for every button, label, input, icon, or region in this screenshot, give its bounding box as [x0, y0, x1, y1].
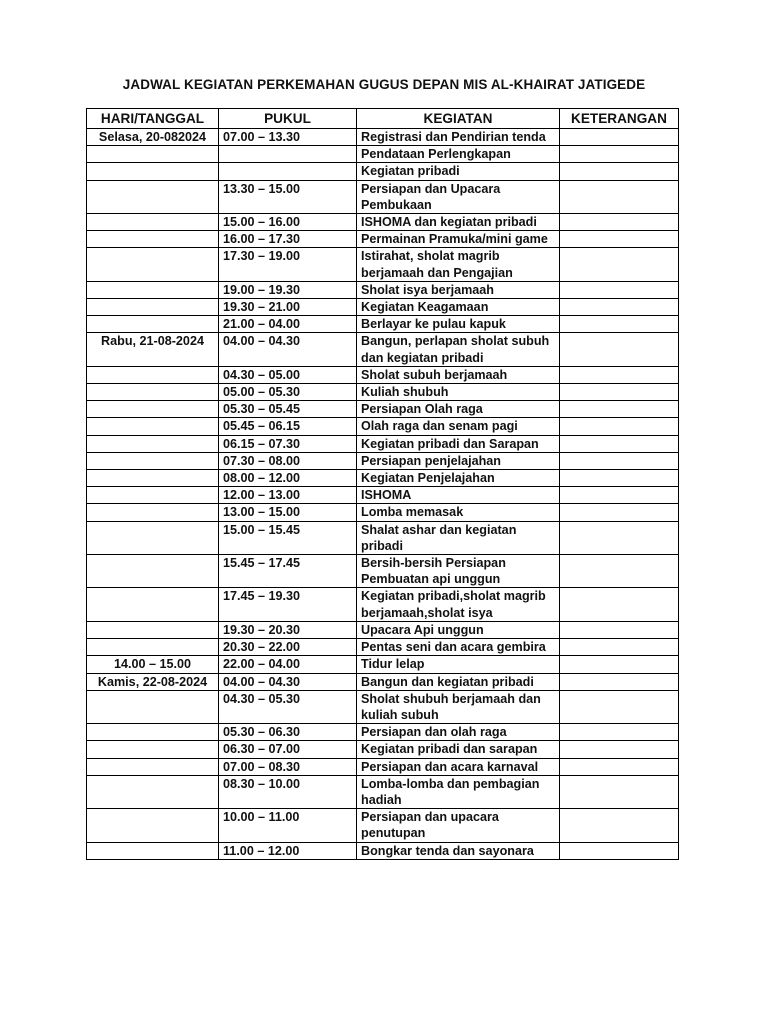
note-cell	[560, 673, 679, 690]
day-cell	[87, 248, 219, 281]
table-row	[87, 366, 679, 383]
activity-cell: Bongkar tenda dan sayonara	[357, 842, 560, 859]
note-cell	[560, 435, 679, 452]
document-title: JADWAL KEGIATAN PERKEMAHAN GUGUS DEPAN MIS AL-KHAIRAT JATIGEDE	[122, 77, 646, 92]
note-cell	[560, 656, 679, 673]
day-cell	[87, 470, 219, 487]
note-cell	[560, 452, 679, 469]
day-cell	[87, 842, 219, 859]
activity-cell: Sholat subuh berjamaah	[357, 366, 560, 383]
activity-cell: Lomba-lomba dan pembagian hadiah	[357, 775, 560, 808]
time-cell: 20.30 – 22.00	[219, 639, 357, 656]
activity-cell: Bangun dan kegiatan pribadi	[357, 673, 560, 690]
note-cell	[560, 418, 679, 435]
table-row	[87, 316, 679, 333]
note-cell	[560, 163, 679, 180]
day-cell	[87, 504, 219, 521]
activity-cell: Kegiatan pribadi dan Sarapan	[357, 435, 560, 452]
time-cell: 05.00 – 05.30	[219, 384, 357, 401]
time-cell: 06.30 – 07.00	[219, 741, 357, 758]
note-cell	[560, 504, 679, 521]
day-cell	[87, 758, 219, 775]
day-cell	[87, 146, 219, 163]
time-cell: 07.00 – 08.30	[219, 758, 357, 775]
activity-cell: Persiapan dan upacara penutupan	[357, 809, 560, 842]
note-cell	[560, 775, 679, 808]
activity-cell: Kegiatan pribadi	[357, 163, 560, 180]
note-cell	[560, 299, 679, 316]
time-cell: 04.30 – 05.00	[219, 366, 357, 383]
day-cell	[87, 231, 219, 248]
time-cell	[219, 163, 357, 180]
note-cell	[560, 231, 679, 248]
activity-cell: Pendataan Perlengkapan	[357, 146, 560, 163]
note-cell	[560, 521, 679, 554]
table-row	[87, 299, 679, 316]
time-cell: 17.45 – 19.30	[219, 588, 357, 621]
day-cell	[87, 639, 219, 656]
day-cell	[87, 316, 219, 333]
day-cell	[87, 418, 219, 435]
note-cell	[560, 129, 679, 146]
activity-cell: ISHOMA dan kegiatan pribadi	[357, 214, 560, 231]
table-row	[87, 435, 679, 452]
time-cell: 22.00 – 04.00	[219, 656, 357, 673]
note-cell	[560, 401, 679, 418]
time-cell: 17.30 – 19.00	[219, 248, 357, 281]
table-row	[87, 180, 679, 213]
table-row	[87, 775, 679, 808]
note-cell	[560, 690, 679, 723]
day-cell	[87, 384, 219, 401]
header-keterangan: KETERANGAN	[560, 109, 679, 129]
activity-cell: Persiapan dan acara karnaval	[357, 758, 560, 775]
note-cell	[560, 588, 679, 621]
day-cell	[87, 299, 219, 316]
activity-cell: Registrasi dan Pendirian tenda	[357, 129, 560, 146]
note-cell	[560, 487, 679, 504]
table-row	[87, 146, 679, 163]
time-cell: 15.00 – 16.00	[219, 214, 357, 231]
table-row	[87, 470, 679, 487]
table-row	[87, 401, 679, 418]
note-cell	[560, 758, 679, 775]
table-row	[87, 248, 679, 281]
day-cell	[87, 281, 219, 298]
table-row	[87, 809, 679, 842]
activity-cell: Pentas seni dan acara gembira	[357, 639, 560, 656]
time-cell: 04.30 – 05.30	[219, 690, 357, 723]
day-cell	[87, 487, 219, 504]
table-row	[87, 741, 679, 758]
note-cell	[560, 333, 679, 366]
day-cell: 14.00 – 15.00	[87, 656, 219, 673]
note-cell	[560, 555, 679, 588]
time-cell: 08.30 – 10.00	[219, 775, 357, 808]
note-cell	[560, 470, 679, 487]
day-cell	[87, 435, 219, 452]
activity-cell: Shalat ashar dan kegiatan pribadi	[357, 521, 560, 554]
time-cell: 13.00 – 15.00	[219, 504, 357, 521]
time-cell: 04.00 – 04.30	[219, 673, 357, 690]
table-row	[87, 418, 679, 435]
time-cell: 19.30 – 20.30	[219, 621, 357, 638]
table-row	[87, 129, 679, 146]
activity-cell: Olah raga dan senam pagi	[357, 418, 560, 435]
day-cell	[87, 366, 219, 383]
note-cell	[560, 281, 679, 298]
schedule-rows	[87, 129, 679, 860]
activity-cell: ISHOMA	[357, 487, 560, 504]
day-cell	[87, 521, 219, 554]
table-row	[87, 842, 679, 859]
time-cell: 05.45 – 06.15	[219, 418, 357, 435]
table-row	[87, 521, 679, 554]
table-row	[87, 214, 679, 231]
note-cell	[560, 146, 679, 163]
activity-cell: Kegiatan pribadi,sholat magrib berjamaah,sholat isya	[357, 588, 560, 621]
table-row	[87, 724, 679, 741]
time-cell: 19.30 – 21.00	[219, 299, 357, 316]
time-cell: 10.00 – 11.00	[219, 809, 357, 842]
table-row	[87, 487, 679, 504]
time-cell: 15.00 – 15.45	[219, 521, 357, 554]
note-cell	[560, 842, 679, 859]
day-cell	[87, 588, 219, 621]
activity-cell: Permainan Pramuka/mini game	[357, 231, 560, 248]
day-cell	[87, 724, 219, 741]
day-cell	[87, 452, 219, 469]
note-cell	[560, 621, 679, 638]
note-cell	[560, 214, 679, 231]
activity-cell: Persiapan penjelajahan	[357, 452, 560, 469]
table-row	[87, 639, 679, 656]
time-cell: 05.30 – 05.45	[219, 401, 357, 418]
day-cell	[87, 555, 219, 588]
activity-cell: Sholat isya berjamaah	[357, 281, 560, 298]
activity-cell: Kegiatan Penjelajahan	[357, 470, 560, 487]
note-cell	[560, 180, 679, 213]
table-row	[87, 231, 679, 248]
activity-cell: Bangun, perlapan sholat subuh dan kegiatan pribadi	[357, 333, 560, 366]
day-cell	[87, 741, 219, 758]
note-cell	[560, 809, 679, 842]
table-row	[87, 673, 679, 690]
schedule-table	[86, 108, 679, 860]
time-cell: 15.45 – 17.45	[219, 555, 357, 588]
table-row	[87, 621, 679, 638]
table-row	[87, 281, 679, 298]
note-cell	[560, 366, 679, 383]
activity-cell: Berlayar ke pulau kapuk	[357, 316, 560, 333]
table-row	[87, 690, 679, 723]
time-cell	[219, 146, 357, 163]
table-header-row	[87, 109, 679, 129]
activity-cell: Persiapan Olah raga	[357, 401, 560, 418]
day-cell	[87, 809, 219, 842]
note-cell	[560, 741, 679, 758]
time-cell: 16.00 – 17.30	[219, 231, 357, 248]
time-cell: 08.00 – 12.00	[219, 470, 357, 487]
time-cell: 05.30 – 06.30	[219, 724, 357, 741]
activity-cell: Kegiatan pribadi dan sarapan	[357, 741, 560, 758]
day-cell	[87, 690, 219, 723]
header-kegiatan: KEGIATAN	[357, 109, 560, 129]
activity-cell: Istirahat, sholat magrib berjamaah dan Pengajian	[357, 248, 560, 281]
day-cell: Rabu, 21-08-2024	[87, 333, 219, 366]
day-cell	[87, 180, 219, 213]
table-row	[87, 758, 679, 775]
note-cell	[560, 639, 679, 656]
header-pukul: PUKUL	[219, 109, 357, 129]
table-row	[87, 384, 679, 401]
day-cell	[87, 621, 219, 638]
table-row	[87, 555, 679, 588]
table-row	[87, 333, 679, 366]
header-hari-tanggal: HARI/TANGGAL	[87, 109, 219, 129]
note-cell	[560, 724, 679, 741]
time-cell: 11.00 – 12.00	[219, 842, 357, 859]
note-cell	[560, 316, 679, 333]
day-cell	[87, 401, 219, 418]
time-cell: 13.30 – 15.00	[219, 180, 357, 213]
day-cell: Selasa, 20-082024	[87, 129, 219, 146]
time-cell: 19.00 – 19.30	[219, 281, 357, 298]
activity-cell: Persiapan dan olah raga	[357, 724, 560, 741]
time-cell: 12.00 – 13.00	[219, 487, 357, 504]
note-cell	[560, 248, 679, 281]
time-cell: 21.00 – 04.00	[219, 316, 357, 333]
table-row	[87, 504, 679, 521]
time-cell: 06.15 – 07.30	[219, 435, 357, 452]
time-cell: 04.00 – 04.30	[219, 333, 357, 366]
day-cell: Kamis, 22-08-2024	[87, 673, 219, 690]
table-row	[87, 452, 679, 469]
table-row	[87, 163, 679, 180]
activity-cell: Sholat shubuh berjamaah dan kuliah subuh	[357, 690, 560, 723]
activity-cell: Bersih-bersih Persiapan Pembuatan api unggun	[357, 555, 560, 588]
activity-cell: Lomba memasak	[357, 504, 560, 521]
day-cell	[87, 775, 219, 808]
table-row	[87, 656, 679, 673]
note-cell	[560, 384, 679, 401]
day-cell	[87, 214, 219, 231]
activity-cell: Upacara Api unggun	[357, 621, 560, 638]
time-cell: 07.30 – 08.00	[219, 452, 357, 469]
day-cell	[87, 163, 219, 180]
time-cell: 07.00 – 13.30	[219, 129, 357, 146]
activity-cell: Kegiatan Keagamaan	[357, 299, 560, 316]
activity-cell: Tidur lelap	[357, 656, 560, 673]
table-row	[87, 588, 679, 621]
activity-cell: Kuliah shubuh	[357, 384, 560, 401]
activity-cell: Persiapan dan Upacara Pembukaan	[357, 180, 560, 213]
